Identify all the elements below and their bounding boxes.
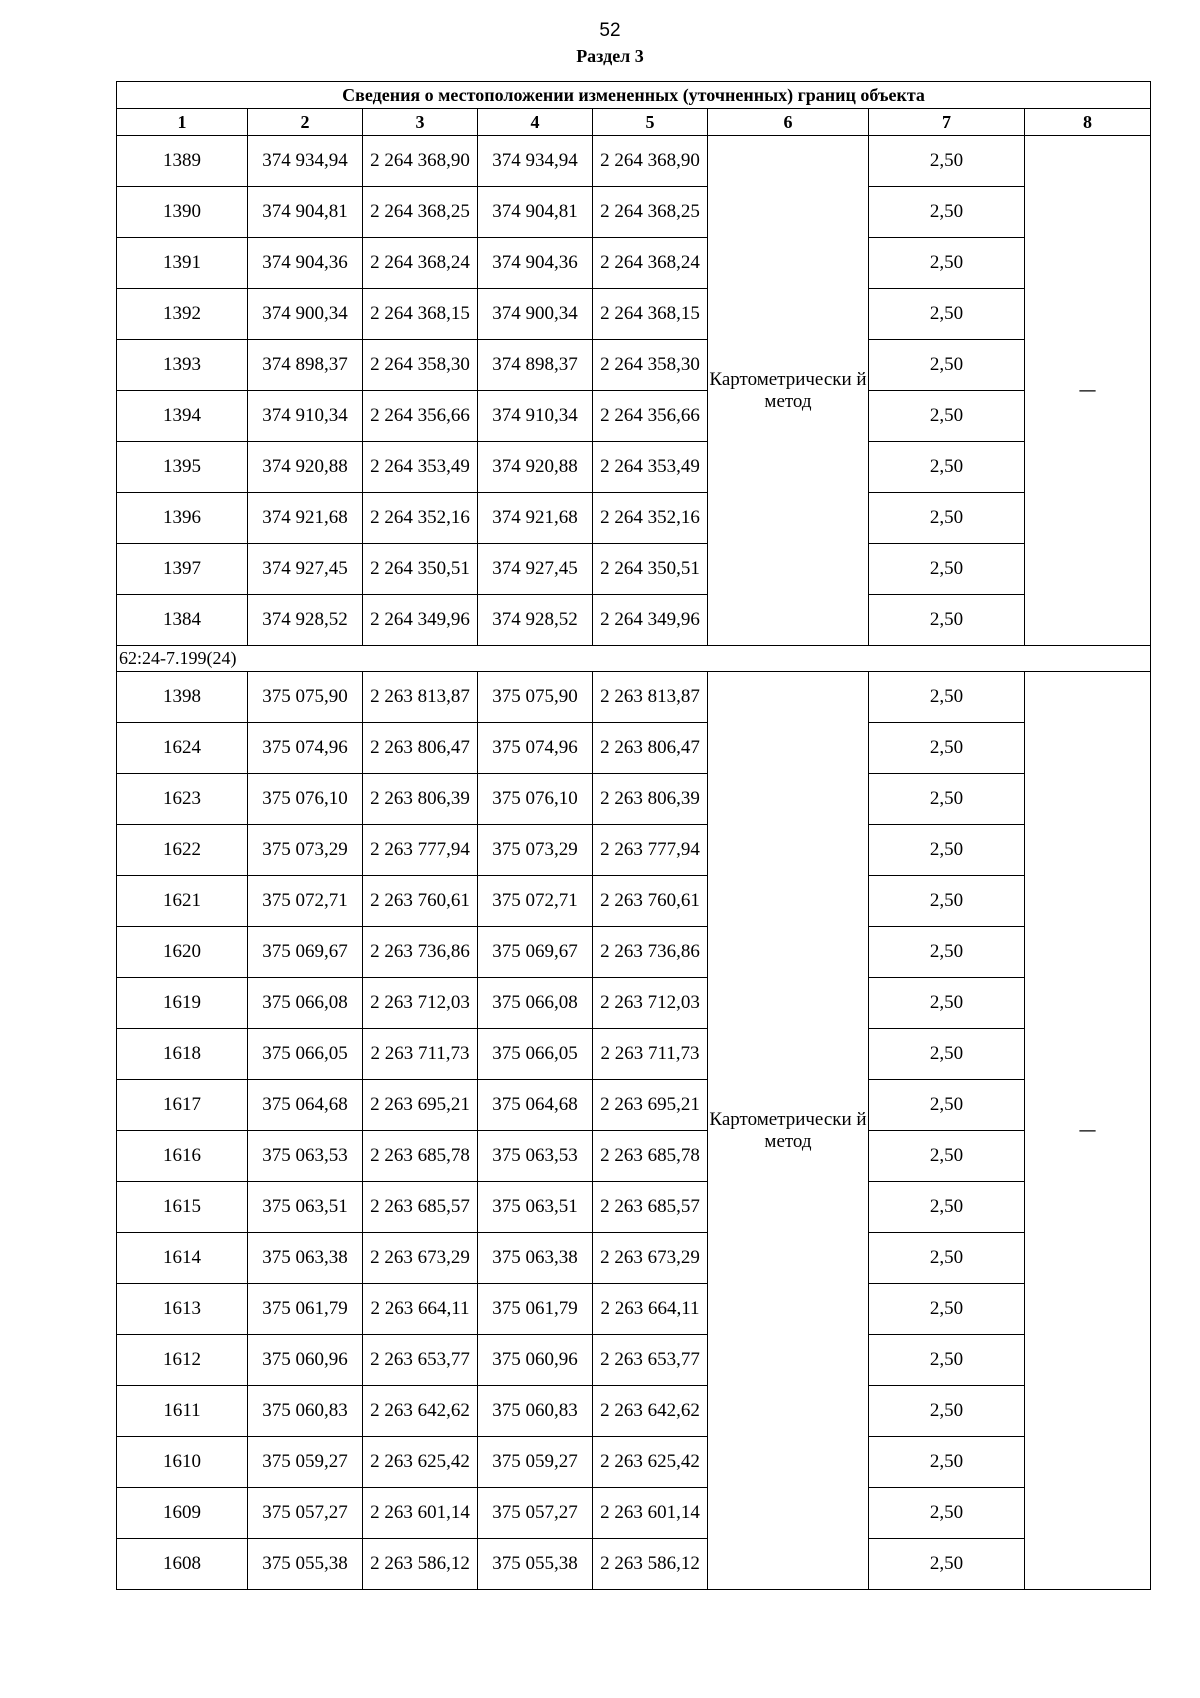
accuracy-cell: 2,50 (869, 1233, 1025, 1284)
new-x-cell: 374 927,45 (478, 544, 593, 595)
existing-y-cell: 2 263 586,12 (363, 1539, 478, 1590)
accuracy-cell: 2,50 (869, 493, 1025, 544)
new-x-cell: 375 057,27 (478, 1488, 593, 1539)
table-row (117, 187, 1151, 238)
table-row (117, 1488, 1151, 1539)
point-number-cell: 1612 (117, 1335, 248, 1386)
existing-x-cell: 375 066,05 (248, 1029, 363, 1080)
existing-x-cell: 375 055,38 (248, 1539, 363, 1590)
new-x-cell: 375 055,38 (478, 1539, 593, 1590)
new-y-cell: 2 263 712,03 (593, 978, 708, 1029)
point-number-cell: 1621 (117, 876, 248, 927)
new-y-cell: 2 263 760,61 (593, 876, 708, 927)
existing-x-cell: 374 900,34 (248, 289, 363, 340)
new-y-cell: 2 264 368,15 (593, 289, 708, 340)
existing-x-cell: 375 063,51 (248, 1182, 363, 1233)
existing-y-cell: 2 264 350,51 (363, 544, 478, 595)
existing-x-cell: 374 904,36 (248, 238, 363, 289)
accuracy-cell: 2,50 (869, 1539, 1025, 1590)
accuracy-cell: 2,50 (869, 1386, 1025, 1437)
existing-x-cell: 374 921,68 (248, 493, 363, 544)
existing-x-cell: 375 076,10 (248, 774, 363, 825)
table-row (117, 136, 1151, 187)
existing-y-cell: 2 264 349,96 (363, 595, 478, 646)
accuracy-cell: 2,50 (869, 289, 1025, 340)
existing-y-cell: 2 264 368,25 (363, 187, 478, 238)
existing-x-cell: 375 060,83 (248, 1386, 363, 1437)
new-y-cell: 2 263 806,39 (593, 774, 708, 825)
existing-y-cell: 2 263 653,77 (363, 1335, 478, 1386)
new-x-cell: 375 072,71 (478, 876, 593, 927)
point-number-cell: 1392 (117, 289, 248, 340)
point-number-cell: 1609 (117, 1488, 248, 1539)
column-number: 8 (1025, 109, 1151, 136)
note-cell: — (1025, 136, 1151, 646)
existing-y-cell: 2 263 695,21 (363, 1080, 478, 1131)
table-row (117, 544, 1151, 595)
new-y-cell: 2 263 813,87 (593, 672, 708, 723)
existing-y-cell: 2 264 353,49 (363, 442, 478, 493)
table-row (117, 1182, 1151, 1233)
existing-y-cell: 2 263 736,86 (363, 927, 478, 978)
existing-y-cell: 2 263 685,57 (363, 1182, 478, 1233)
new-x-cell: 375 073,29 (478, 825, 593, 876)
table-row (117, 1335, 1151, 1386)
existing-y-cell: 2 263 601,14 (363, 1488, 478, 1539)
accuracy-cell: 2,50 (869, 187, 1025, 238)
table-row (117, 1386, 1151, 1437)
table-row (117, 1284, 1151, 1335)
point-number-cell: 1396 (117, 493, 248, 544)
new-y-cell: 2 263 673,29 (593, 1233, 708, 1284)
accuracy-cell: 2,50 (869, 1080, 1025, 1131)
existing-x-cell: 375 060,96 (248, 1335, 363, 1386)
column-number: 4 (478, 109, 593, 136)
new-x-cell: 375 075,90 (478, 672, 593, 723)
accuracy-cell: 2,50 (869, 876, 1025, 927)
existing-y-cell: 2 264 356,66 (363, 391, 478, 442)
new-y-cell: 2 264 358,30 (593, 340, 708, 391)
section-title: Раздел 3 (576, 46, 644, 66)
table-row (117, 595, 1151, 646)
parcel-group-row (117, 646, 1151, 672)
point-number-cell: 1616 (117, 1131, 248, 1182)
new-x-cell: 375 063,38 (478, 1233, 593, 1284)
accuracy-cell: 2,50 (869, 544, 1025, 595)
existing-x-cell: 375 061,79 (248, 1284, 363, 1335)
new-y-cell: 2 263 601,14 (593, 1488, 708, 1539)
new-x-cell: 374 910,34 (478, 391, 593, 442)
point-number-cell: 1394 (117, 391, 248, 442)
point-number-cell: 1614 (117, 1233, 248, 1284)
accuracy-cell: 2,50 (869, 136, 1025, 187)
point-number-cell: 1390 (117, 187, 248, 238)
new-x-cell: 375 061,79 (478, 1284, 593, 1335)
existing-y-cell: 2 263 760,61 (363, 876, 478, 927)
new-y-cell: 2 263 664,11 (593, 1284, 708, 1335)
new-y-cell: 2 264 368,25 (593, 187, 708, 238)
existing-x-cell: 375 063,38 (248, 1233, 363, 1284)
point-number-cell: 1611 (117, 1386, 248, 1437)
new-x-cell: 375 066,08 (478, 978, 593, 1029)
existing-x-cell: 375 069,67 (248, 927, 363, 978)
point-number-cell: 1620 (117, 927, 248, 978)
table-row (117, 391, 1151, 442)
new-y-cell: 2 264 368,24 (593, 238, 708, 289)
accuracy-cell: 2,50 (869, 978, 1025, 1029)
accuracy-cell: 2,50 (869, 1437, 1025, 1488)
table-row (117, 927, 1151, 978)
table-row (117, 1131, 1151, 1182)
column-number: 3 (363, 109, 478, 136)
existing-y-cell: 2 263 806,47 (363, 723, 478, 774)
table-row (117, 238, 1151, 289)
new-y-cell: 2 263 586,12 (593, 1539, 708, 1590)
table-row (117, 289, 1151, 340)
point-number-cell: 1623 (117, 774, 248, 825)
existing-x-cell: 375 066,08 (248, 978, 363, 1029)
existing-x-cell: 375 072,71 (248, 876, 363, 927)
new-x-cell: 375 076,10 (478, 774, 593, 825)
new-x-cell: 374 904,36 (478, 238, 593, 289)
new-x-cell: 375 063,51 (478, 1182, 593, 1233)
point-number-cell: 1393 (117, 340, 248, 391)
boundary-coordinates-table (116, 81, 1151, 1590)
table-row (117, 978, 1151, 1029)
point-number-cell: 1619 (117, 978, 248, 1029)
existing-y-cell: 2 263 685,78 (363, 1131, 478, 1182)
new-x-cell: 375 064,68 (478, 1080, 593, 1131)
existing-x-cell: 375 063,53 (248, 1131, 363, 1182)
new-x-cell: 374 904,81 (478, 187, 593, 238)
parcel-number-label: 62:24-7.199(24) (117, 646, 1151, 672)
column-number: 1 (117, 109, 248, 136)
existing-x-cell: 374 934,94 (248, 136, 363, 187)
existing-y-cell: 2 263 806,39 (363, 774, 478, 825)
existing-y-cell: 2 264 352,16 (363, 493, 478, 544)
accuracy-cell: 2,50 (869, 391, 1025, 442)
table-row (117, 723, 1151, 774)
new-x-cell: 374 900,34 (478, 289, 593, 340)
table-row (117, 442, 1151, 493)
accuracy-cell: 2,50 (869, 1284, 1025, 1335)
existing-y-cell: 2 263 673,29 (363, 1233, 478, 1284)
accuracy-cell: 2,50 (869, 238, 1025, 289)
existing-x-cell: 374 920,88 (248, 442, 363, 493)
new-y-cell: 2 263 642,62 (593, 1386, 708, 1437)
method-cell: Картометрически й метод (708, 672, 869, 1590)
point-number-cell: 1617 (117, 1080, 248, 1131)
point-number-cell: 1384 (117, 595, 248, 646)
existing-x-cell: 374 928,52 (248, 595, 363, 646)
new-x-cell: 375 060,96 (478, 1335, 593, 1386)
table-row (117, 1029, 1151, 1080)
table-row (117, 1233, 1151, 1284)
existing-y-cell: 2 264 368,90 (363, 136, 478, 187)
table-row (117, 672, 1151, 723)
new-y-cell: 2 264 356,66 (593, 391, 708, 442)
existing-y-cell: 2 263 642,62 (363, 1386, 478, 1437)
existing-x-cell: 375 064,68 (248, 1080, 363, 1131)
new-x-cell: 375 063,53 (478, 1131, 593, 1182)
accuracy-cell: 2,50 (869, 1488, 1025, 1539)
point-number-cell: 1618 (117, 1029, 248, 1080)
table-row (117, 493, 1151, 544)
accuracy-cell: 2,50 (869, 723, 1025, 774)
existing-y-cell: 2 264 358,30 (363, 340, 478, 391)
column-number: 2 (248, 109, 363, 136)
point-number-cell: 1395 (117, 442, 248, 493)
point-number-cell: 1615 (117, 1182, 248, 1233)
new-y-cell: 2 264 352,16 (593, 493, 708, 544)
existing-x-cell: 375 074,96 (248, 723, 363, 774)
new-y-cell: 2 264 349,96 (593, 595, 708, 646)
page-number: 52 (599, 20, 621, 41)
new-y-cell: 2 263 777,94 (593, 825, 708, 876)
existing-y-cell: 2 263 664,11 (363, 1284, 478, 1335)
existing-y-cell: 2 263 711,73 (363, 1029, 478, 1080)
new-x-cell: 375 074,96 (478, 723, 593, 774)
column-number: 7 (869, 109, 1025, 136)
column-number: 5 (593, 109, 708, 136)
point-number-cell: 1391 (117, 238, 248, 289)
new-y-cell: 2 263 806,47 (593, 723, 708, 774)
table-caption-row (117, 82, 1151, 109)
new-x-cell: 374 920,88 (478, 442, 593, 493)
column-number-row (117, 109, 1151, 136)
new-x-cell: 374 928,52 (478, 595, 593, 646)
accuracy-cell: 2,50 (869, 927, 1025, 978)
existing-x-cell: 374 910,34 (248, 391, 363, 442)
existing-x-cell: 375 075,90 (248, 672, 363, 723)
new-x-cell: 374 921,68 (478, 493, 593, 544)
accuracy-cell: 2,50 (869, 442, 1025, 493)
new-y-cell: 2 263 685,78 (593, 1131, 708, 1182)
table-row (117, 774, 1151, 825)
new-x-cell: 375 069,67 (478, 927, 593, 978)
table-row (117, 825, 1151, 876)
point-number-cell: 1397 (117, 544, 248, 595)
new-y-cell: 2 264 368,90 (593, 136, 708, 187)
existing-y-cell: 2 263 712,03 (363, 978, 478, 1029)
point-number-cell: 1610 (117, 1437, 248, 1488)
table-row (117, 340, 1151, 391)
existing-x-cell: 375 057,27 (248, 1488, 363, 1539)
existing-x-cell: 375 073,29 (248, 825, 363, 876)
new-y-cell: 2 263 736,86 (593, 927, 708, 978)
method-cell: Картометрически й метод (708, 136, 869, 646)
point-number-cell: 1622 (117, 825, 248, 876)
existing-x-cell: 374 927,45 (248, 544, 363, 595)
table-caption: Сведения о местоположении измененных (уточненных) границ объекта (117, 82, 1151, 109)
column-number: 6 (708, 109, 869, 136)
new-x-cell: 374 934,94 (478, 136, 593, 187)
accuracy-cell: 2,50 (869, 340, 1025, 391)
accuracy-cell: 2,50 (869, 1029, 1025, 1080)
new-y-cell: 2 263 711,73 (593, 1029, 708, 1080)
existing-x-cell: 375 059,27 (248, 1437, 363, 1488)
accuracy-cell: 2,50 (869, 1182, 1025, 1233)
point-number-cell: 1389 (117, 136, 248, 187)
new-x-cell: 375 059,27 (478, 1437, 593, 1488)
existing-y-cell: 2 263 777,94 (363, 825, 478, 876)
new-y-cell: 2 264 353,49 (593, 442, 708, 493)
existing-y-cell: 2 264 368,24 (363, 238, 478, 289)
accuracy-cell: 2,50 (869, 1131, 1025, 1182)
note-cell: — (1025, 672, 1151, 1590)
accuracy-cell: 2,50 (869, 595, 1025, 646)
new-x-cell: 374 898,37 (478, 340, 593, 391)
new-y-cell: 2 263 653,77 (593, 1335, 708, 1386)
table-row (117, 1437, 1151, 1488)
accuracy-cell: 2,50 (869, 1335, 1025, 1386)
new-x-cell: 375 060,83 (478, 1386, 593, 1437)
existing-y-cell: 2 263 813,87 (363, 672, 478, 723)
table-row (117, 1539, 1151, 1590)
existing-y-cell: 2 263 625,42 (363, 1437, 478, 1488)
new-y-cell: 2 263 625,42 (593, 1437, 708, 1488)
new-y-cell: 2 263 695,21 (593, 1080, 708, 1131)
point-number-cell: 1624 (117, 723, 248, 774)
new-y-cell: 2 263 685,57 (593, 1182, 708, 1233)
new-y-cell: 2 264 350,51 (593, 544, 708, 595)
existing-y-cell: 2 264 368,15 (363, 289, 478, 340)
new-x-cell: 375 066,05 (478, 1029, 593, 1080)
point-number-cell: 1398 (117, 672, 248, 723)
table-row (117, 1080, 1151, 1131)
existing-x-cell: 374 904,81 (248, 187, 363, 238)
accuracy-cell: 2,50 (869, 825, 1025, 876)
accuracy-cell: 2,50 (869, 672, 1025, 723)
accuracy-cell: 2,50 (869, 774, 1025, 825)
point-number-cell: 1613 (117, 1284, 248, 1335)
point-number-cell: 1608 (117, 1539, 248, 1590)
existing-x-cell: 374 898,37 (248, 340, 363, 391)
table-row (117, 876, 1151, 927)
